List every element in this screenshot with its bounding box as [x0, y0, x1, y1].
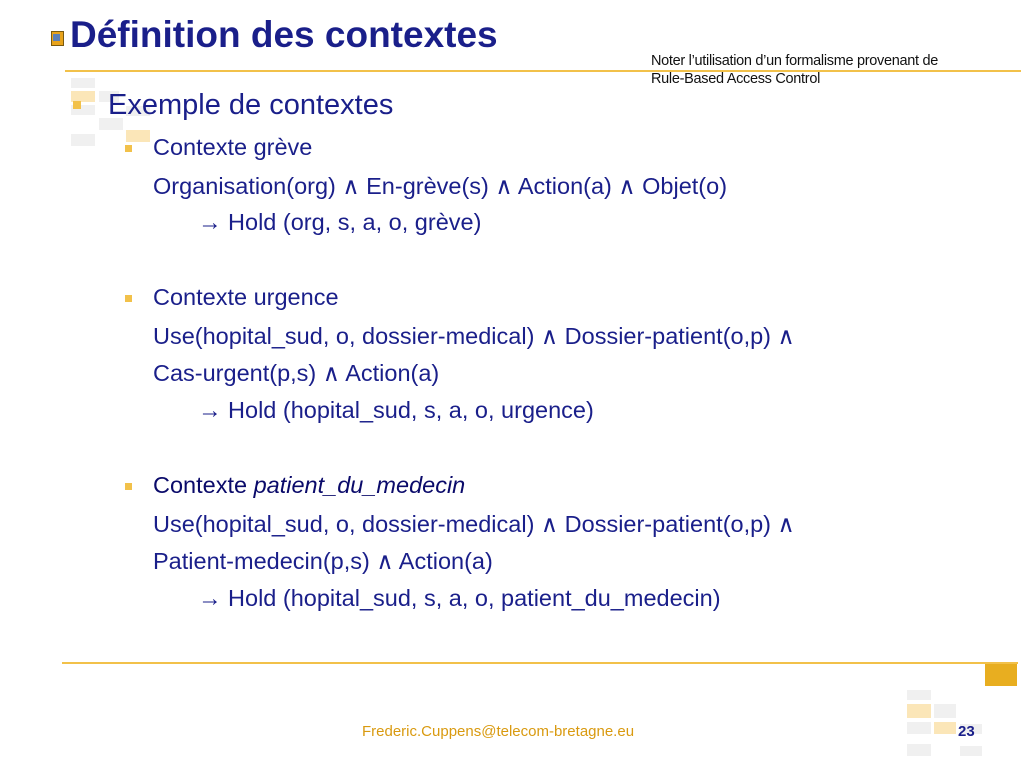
- bullet-icon: [73, 101, 81, 109]
- decor-square: [907, 704, 931, 718]
- page-title: Définition des contextes: [70, 14, 498, 55]
- bullet-icon: [125, 145, 132, 152]
- decor-square: [71, 78, 95, 88]
- decor-square: [907, 744, 931, 756]
- section-heading: Exemple de contextes: [108, 89, 394, 121]
- bullet-icon: [125, 295, 132, 302]
- decor-square: [985, 664, 1017, 686]
- side-note: Noter l’utilisation d’un formalisme provenant de Rule-Based Access Control: [651, 53, 939, 87]
- context-label: Contexte urgence: [153, 284, 339, 310]
- context-label-prefix: Contexte: [153, 472, 254, 498]
- decor-square: [934, 704, 956, 718]
- bullet-icon: [125, 483, 132, 490]
- footer-divider: [62, 662, 1018, 664]
- page-number: 23: [958, 723, 975, 740]
- decor-square: [907, 722, 931, 734]
- decor-square: [960, 746, 982, 756]
- context-formula: Patient-medecin(p,s) ∧ Action(a): [153, 548, 493, 574]
- context-label-italic: patient_du_medecin: [253, 472, 466, 498]
- context-hold: → Hold (hopital_sud, s, a, o, urgence): [198, 397, 594, 423]
- context-formula: Use(hopital_sud, o, dossier-medical) ∧ Dossier-patient(o,p) ∧: [153, 323, 795, 349]
- footer-email: Frederic.Cuppens@telecom-bretagne.eu: [362, 723, 635, 740]
- title-bullet-inner: [53, 34, 60, 41]
- decor-square: [71, 134, 95, 146]
- context-formula: Organisation(org) ∧ En-grève(s) ∧ Action(a) ∧ Objet(o): [153, 173, 728, 199]
- context-formula: Use(hopital_sud, o, dossier-medical) ∧ Dossier-patient(o,p) ∧: [153, 511, 795, 537]
- context-formula: Cas-urgent(p,s) ∧ Action(a): [153, 360, 440, 386]
- context-hold: → Hold (hopital_sud, s, a, o, patient_du_medecin): [198, 585, 721, 611]
- decor-square: [934, 722, 956, 734]
- context-hold: → Hold (org, s, a, o, grève): [198, 209, 482, 235]
- decor-square: [126, 130, 150, 142]
- decor-square: [907, 690, 931, 700]
- context-label: Contexte grève: [153, 134, 313, 160]
- context-label: [153, 472, 465, 499]
